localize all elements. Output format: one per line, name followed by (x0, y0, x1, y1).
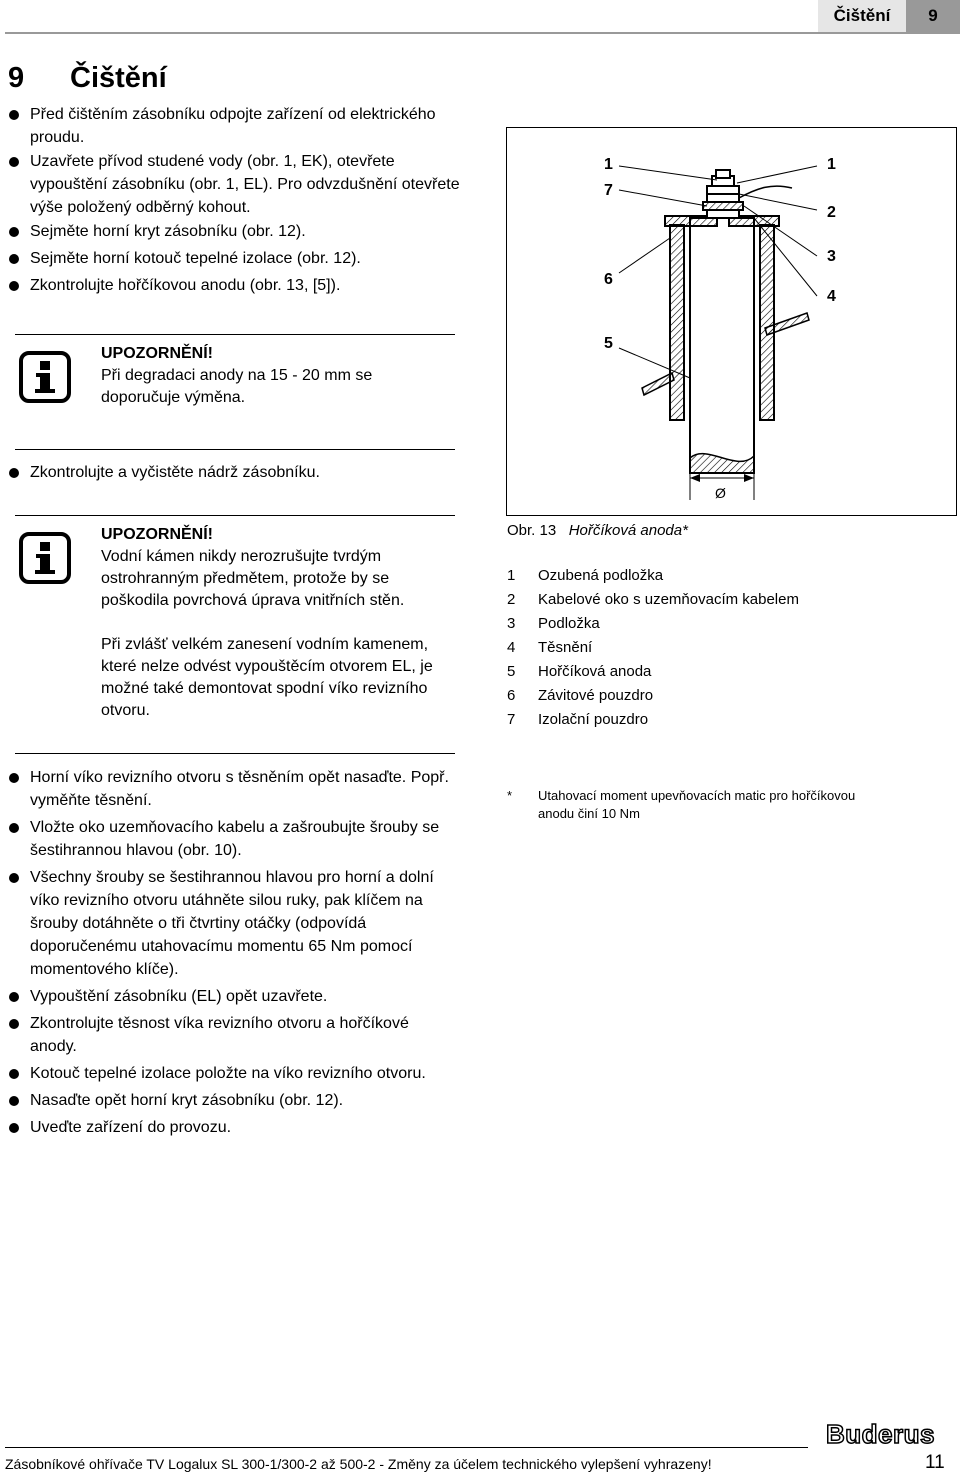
legend-item: 6 Závitové pouzdro (507, 687, 654, 704)
figure-label: 4 (827, 288, 836, 305)
bullet-icon (9, 992, 19, 1002)
notice-title: UPOZORNĚNÍ! (101, 526, 213, 543)
figure-number: Obr. 13 (507, 522, 557, 539)
notice-text: Při degradaci anody na 15 - 20 mm se doporučuje výměna. (101, 367, 373, 406)
bullet-icon (9, 281, 19, 291)
legend-item: 2 Kabelové oko s uzemňovacím kabelem (507, 591, 799, 608)
figure-caption (507, 521, 688, 541)
section-heading (8, 60, 167, 96)
list-item: Sejměte horní kotouč tepelné izolace (obr. 12). (0, 247, 460, 270)
list-item: Horní víko revizního otvoru s těsněním opět nasaďte. Popř. vyměňte těsnění. (0, 766, 460, 812)
figure-label: 1 (604, 156, 613, 173)
bullet-icon (9, 157, 19, 167)
notice-box-2 (15, 515, 455, 754)
list-item: Sejměte horní kryt zásobníku (obr. 12). (0, 220, 460, 243)
bullet-icon (9, 823, 19, 833)
figure-label: 6 (604, 271, 613, 288)
list-item: Uzavřete přívod studené vody (obr. 1, EK), otevřete vypouštění zásobníku (obr. 1, EL). Pro odvzdušnění otevřete výše položený odběrný kohout. (0, 150, 460, 219)
legend-item: 7 Izolační pouzdro (507, 711, 649, 728)
list-item: Zkontrolujte hořčíkovou anodu (obr. 13, [5]). (0, 274, 460, 297)
bullet-icon (9, 1069, 19, 1079)
legend-item: 4 Těsnění (507, 639, 593, 656)
page-number: 11 (925, 1452, 945, 1473)
list-item: Zkontrolujte těsnost víka revizního otvoru a hořčíkové anody. (0, 1012, 460, 1058)
list-item: Kotouč tepelné izolace položte na víko revizního otvoru. (0, 1062, 460, 1085)
header-rule (5, 32, 960, 34)
notice-text: Vodní kámen nikdy nerozrušujte tvrdým ostrohranným předmětem, protože by se poškodila povrchová úprava vnitřních stěn. (101, 548, 405, 609)
bullet-icon (9, 1096, 19, 1106)
figure-label: 3 (827, 248, 836, 265)
notice-box-1 (15, 334, 455, 450)
list-item: Před čištěním zásobníku odpojte zařízení od elektrického proudu. (0, 103, 460, 149)
figure-label: 7 (604, 182, 613, 199)
bullet-icon (9, 1123, 19, 1133)
footer-rule (5, 1447, 808, 1448)
bullet-icon (9, 110, 19, 120)
list-item: Nasaďte opět horní kryt zásobníku (obr. 12). (0, 1089, 460, 1112)
anode-diagram (507, 128, 956, 515)
bullet-icon (9, 227, 19, 237)
list-item: Uveďte zařízení do provozu. (0, 1116, 460, 1139)
legend-item: 3 Podložka (507, 615, 600, 632)
bullet-icon (9, 773, 19, 783)
legend-item: 5 Hořčíková anoda (507, 663, 652, 680)
brand-logo-icon (826, 1421, 958, 1447)
diameter-label: Ø (715, 485, 726, 501)
notice-text-2: Při zvlášť velkém zanesení vodním kamenem, které nelze odvést vypouštěcím otvorem EL, je možné také demontovat spodní víko revizního otvoru. (101, 636, 433, 719)
figure-label: 5 (604, 335, 613, 352)
bullet-icon (9, 873, 19, 883)
figure-label: 1 (827, 156, 836, 173)
figure-label: 2 (827, 204, 836, 221)
figure-title: Hořčíková anoda* (568, 522, 688, 539)
brand-name: Buderus (826, 1421, 935, 1447)
step-list-1 (0, 103, 460, 301)
header-section-title: Čištění (818, 0, 906, 32)
figure-legend (507, 566, 947, 734)
footnote-text: Utahovací moment upevňovacích matic pro hořčíkovou anodu činí 10 Nm (538, 788, 856, 821)
legend-item: 1 Ozubená podložka (507, 567, 664, 584)
bullet-icon (9, 1019, 19, 1029)
list-item: Vložte oko uzemňovacího kabelu a zašroubujte šrouby se šestihrannou hlavou (obr. 10). (0, 816, 460, 862)
list-item: Všechny šrouby se šestihrannou hlavou pro horní a dolní víko revizního otvoru utáhněte silou ruky, pak klíčem na šrouby dotáhněte o tři čtvrtiny otáčky (odpovídá doporučenému utahovacímu momentu 65 Nm pomocí momentového klíče). (0, 866, 460, 981)
header-section-number: 9 (906, 0, 960, 32)
figure-frame (506, 127, 957, 516)
buderus-logo (826, 1421, 958, 1452)
footnote-mark: * (507, 788, 513, 803)
notice-title: UPOZORNĚNÍ! (101, 345, 213, 362)
step-list-3 (0, 766, 460, 1143)
list-item: Zkontrolujte a vyčistěte nádrž zásobníku. (0, 461, 460, 484)
info-icon (19, 351, 71, 403)
section-title: Čištění (70, 62, 167, 94)
info-icon (19, 532, 71, 584)
list-item: Vypouštění zásobníku (EL) opět uzavřete. (0, 985, 460, 1008)
step-list-2 (0, 461, 460, 488)
bullet-icon (9, 468, 19, 478)
footer-text: Zásobníkové ohřívače TV Logalux SL 300-1/300-2 až 500-2 - Změny za účelem technického vylepšení vyhrazeny! (5, 1456, 712, 1472)
bullet-icon (9, 254, 19, 264)
section-number: 9 (8, 62, 25, 94)
